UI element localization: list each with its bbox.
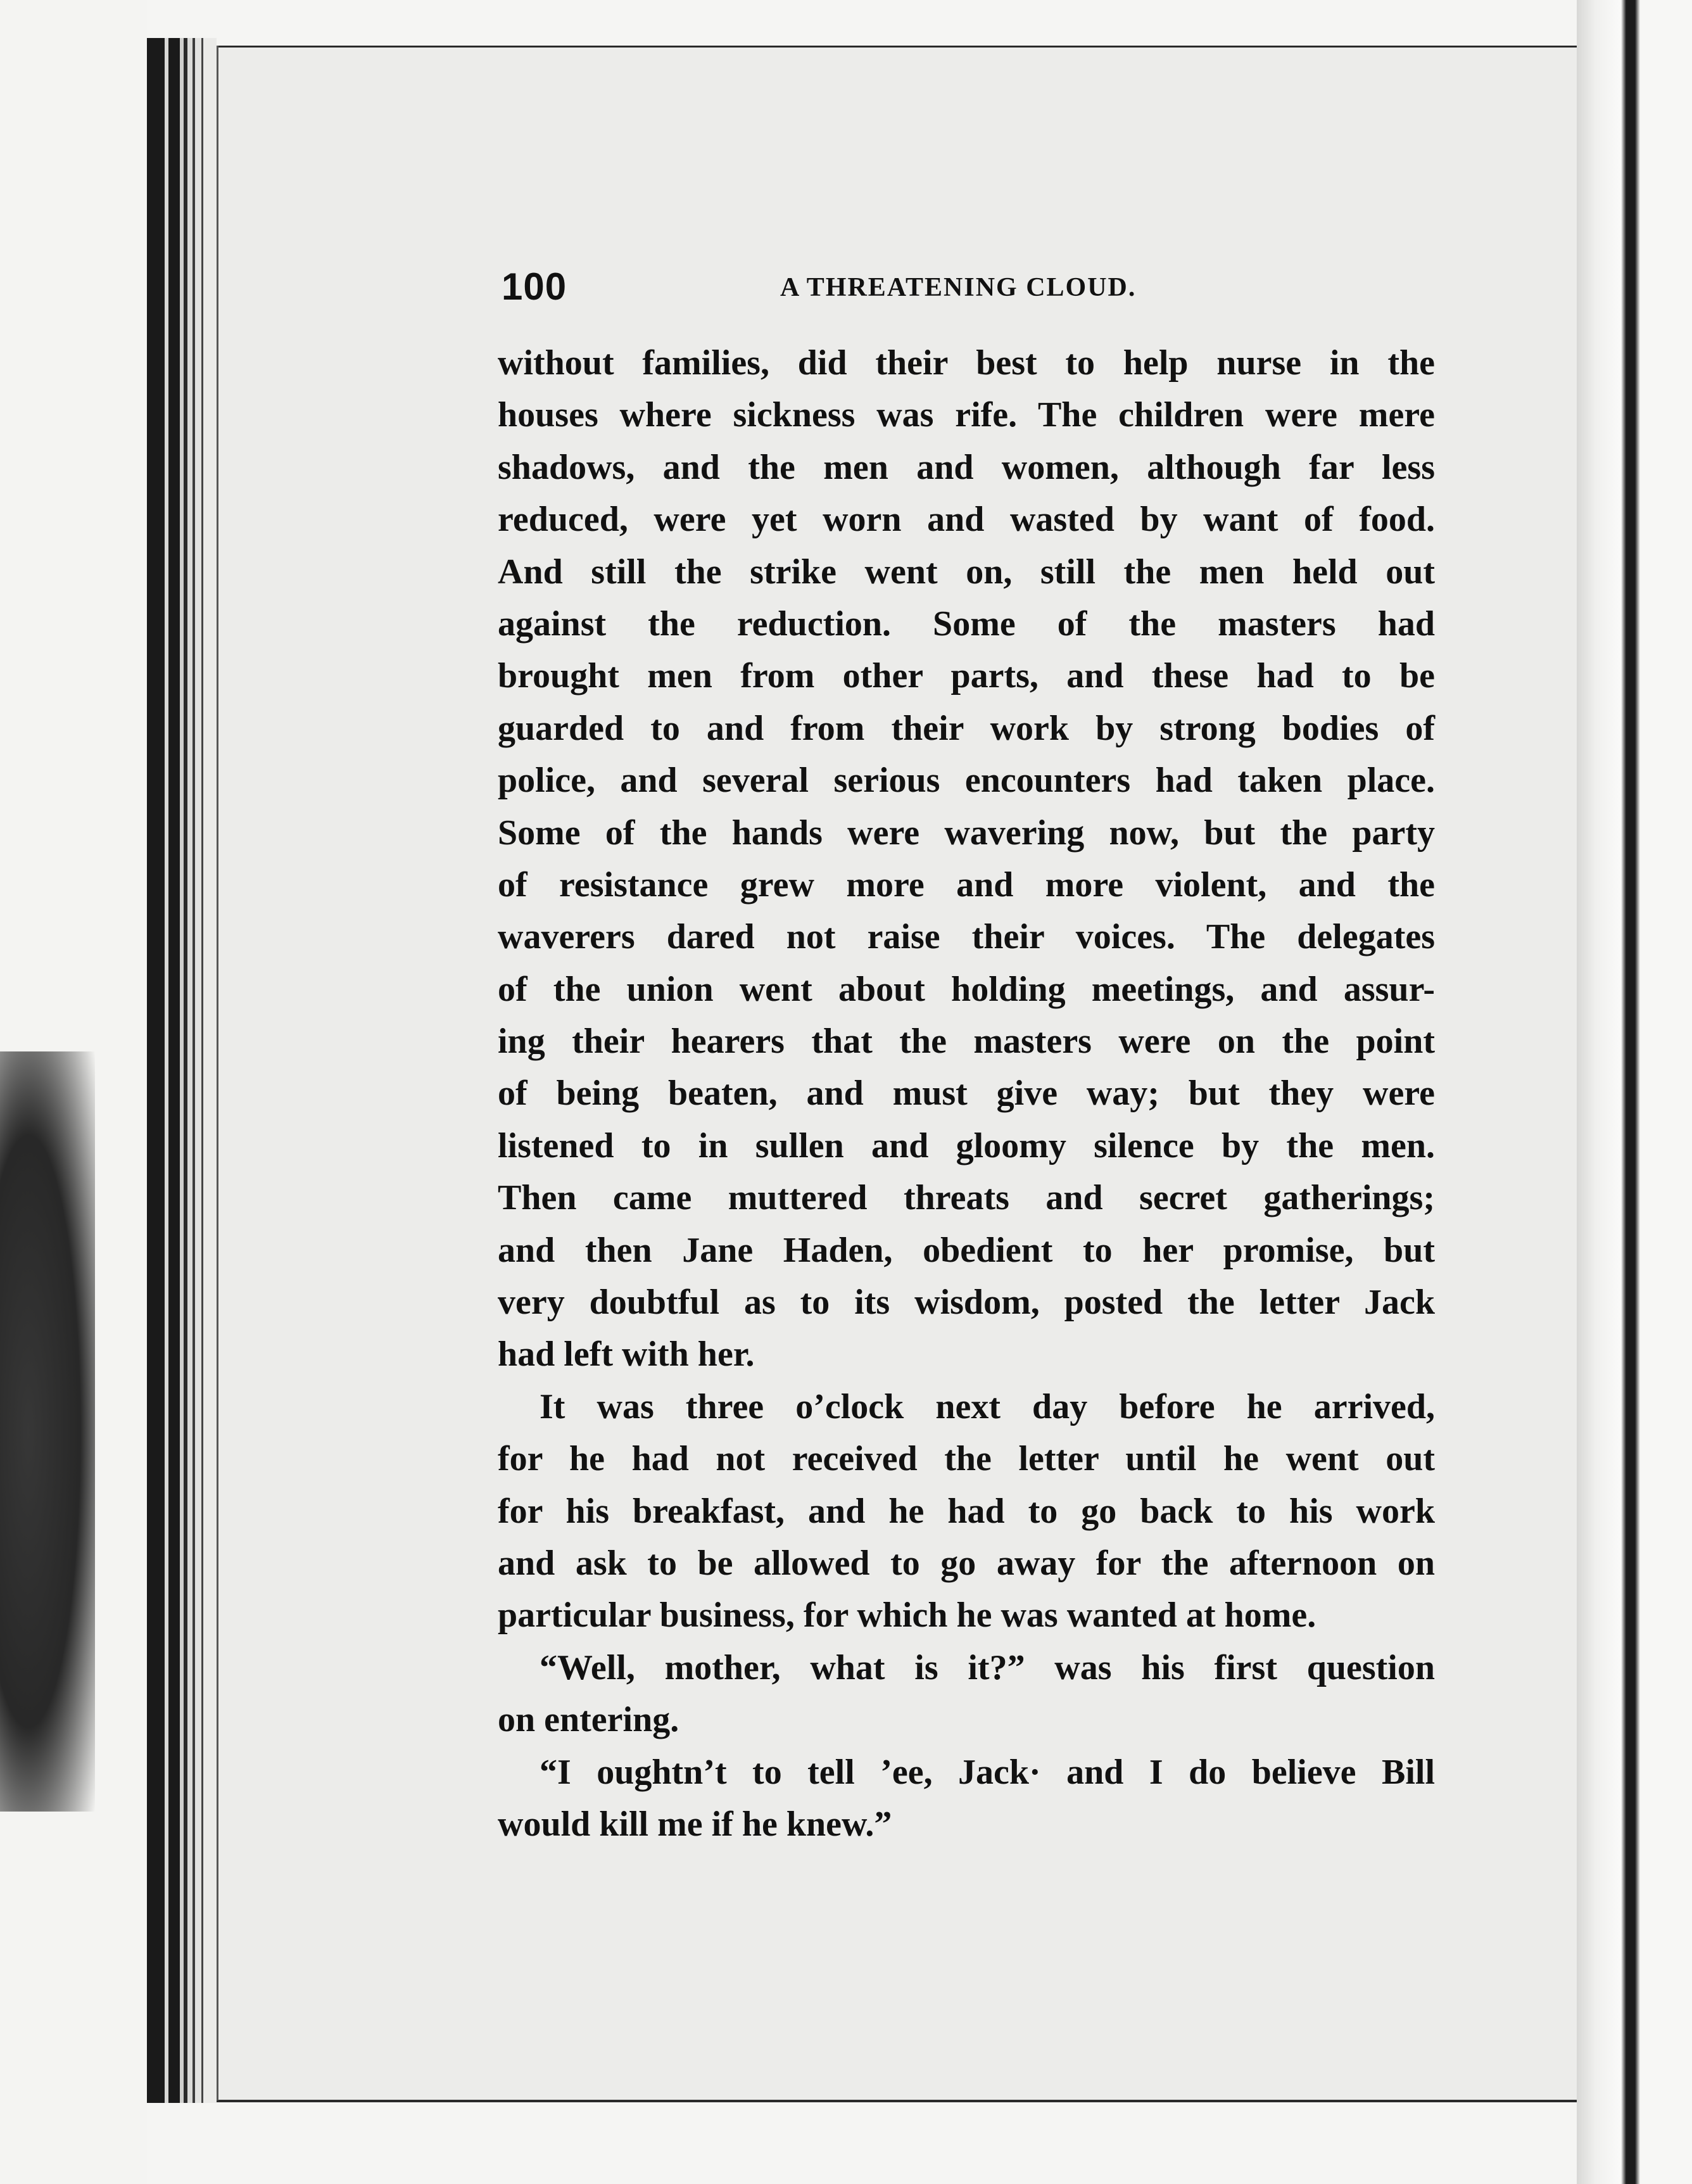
text-line: very doubtful as to its wisdom, posted the letter Jack bbox=[498, 1283, 1435, 1323]
text-line: on entering. bbox=[498, 1700, 679, 1740]
text-line: and ask to be allowed to go away for the afternoon on bbox=[498, 1543, 1435, 1583]
page-header bbox=[502, 265, 1439, 315]
text-line: of being beaten, and must give way; but they were bbox=[498, 1074, 1435, 1114]
text-line: for he had not received the letter until he went out bbox=[498, 1439, 1435, 1479]
text-line: police, and several serious encounters had taken place. bbox=[498, 761, 1435, 801]
text-line: guarded to and from their work by strong bodies of bbox=[498, 708, 1435, 748]
page-inner-edge bbox=[217, 46, 247, 2100]
text-line: brought men from other parts, and these had to be bbox=[498, 656, 1435, 696]
text-line: without families, did their best to help nurse in the bbox=[498, 343, 1435, 383]
text-line: waverers dared not raise their voices. The delegates bbox=[498, 917, 1435, 957]
text-line: particular business, for which he was wanted at home. bbox=[498, 1596, 1316, 1635]
text-line: reduced, were yet worn and wasted by want of food. bbox=[498, 500, 1435, 540]
text-line: It was three o’clock next day before he arrived, bbox=[540, 1387, 1435, 1426]
text-line: of resistance grew more and more violent, and the bbox=[498, 865, 1435, 905]
scan-dark-artifact bbox=[0, 1051, 95, 1812]
text-line: shadows, and the men and women, although far less bbox=[498, 447, 1435, 487]
book-gutter bbox=[1577, 0, 1692, 2184]
text-line: “Well, mother, what is it?” was his first question bbox=[540, 1648, 1435, 1687]
running-head: A THREATENING CLOUD. bbox=[780, 273, 1137, 302]
text-line: would kill me if he knew.” bbox=[498, 1804, 892, 1844]
text-line: for his breakfast, and he had to go back to his work bbox=[498, 1491, 1435, 1531]
text-line: houses where sickness was rife. The children were mere bbox=[498, 395, 1435, 435]
page-number: 100 bbox=[502, 265, 567, 308]
text-line: against the reduction. Some of the masters had bbox=[498, 604, 1435, 644]
text-line: And still the strike went on, still the men held out bbox=[498, 552, 1435, 592]
text-line: of the union went about holding meetings, and assur- bbox=[498, 969, 1435, 1009]
text-line: ing their hearers that the masters were on the point bbox=[498, 1022, 1435, 1062]
text-line: “I oughtn’t to tell ’ee, Jack· and I do believe Bill bbox=[540, 1752, 1435, 1792]
book-page-edges bbox=[147, 38, 217, 2103]
body-text bbox=[498, 337, 1435, 1850]
text-line: had left with her. bbox=[498, 1335, 755, 1375]
text-line: Then came muttered threats and secret gatherings; bbox=[498, 1178, 1435, 1218]
text-line: and then Jane Haden, obedient to her promise, but bbox=[498, 1230, 1435, 1270]
text-line: Some of the hands were wavering now, but the party bbox=[498, 813, 1435, 853]
text-line: listened to in sullen and gloomy silence by the men. bbox=[498, 1126, 1435, 1165]
